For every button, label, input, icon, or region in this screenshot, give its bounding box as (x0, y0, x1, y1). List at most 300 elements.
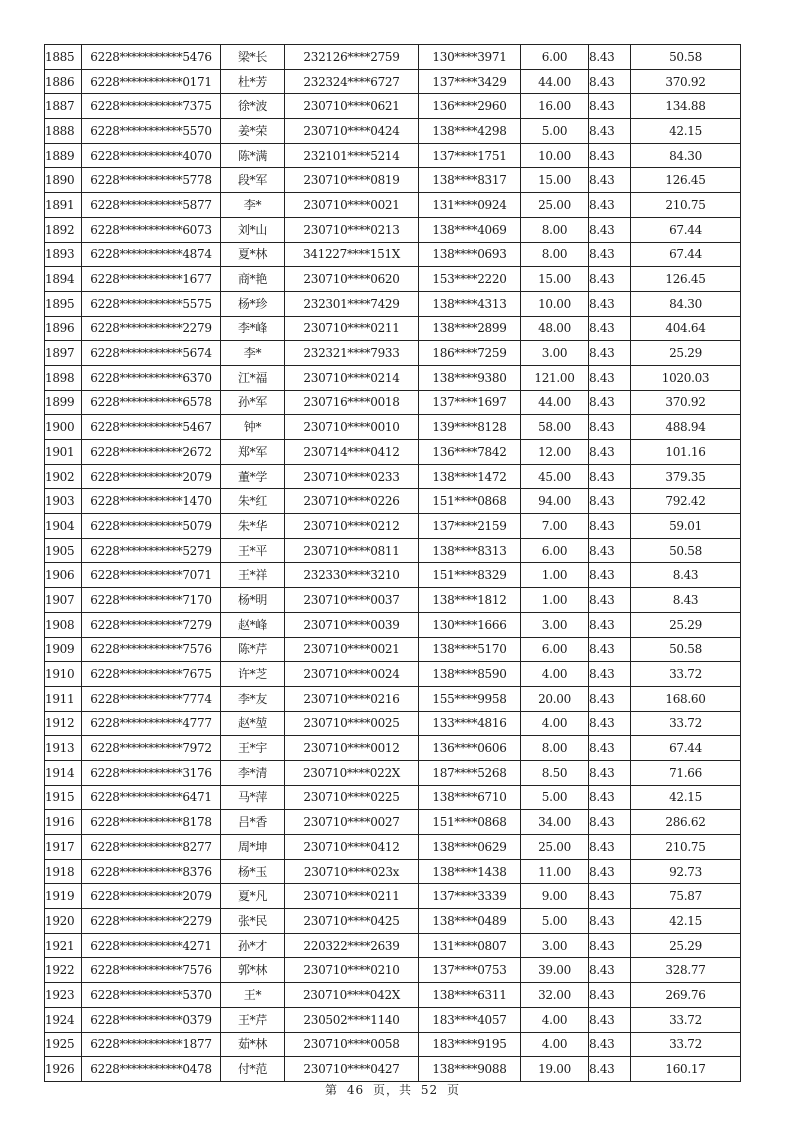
area-cell: 8.00 (521, 736, 589, 761)
name-cell: 许*芝 (221, 662, 285, 687)
amount-cell: 33.72 (631, 711, 741, 736)
phone-cell: 183****9195 (419, 1032, 521, 1057)
row-number-cell: 1909 (45, 637, 82, 662)
table-row (45, 341, 741, 366)
phone-cell: 187****5268 (419, 760, 521, 785)
area-cell: 4.00 (521, 1007, 589, 1032)
phone-cell: 136****7842 (419, 440, 521, 465)
unit-price-cell: 8.43 (589, 1057, 631, 1082)
phone-cell: 138****0693 (419, 242, 521, 267)
table-row (45, 538, 741, 563)
row-number-cell: 1892 (45, 217, 82, 242)
id-number-cell: 232321****7933 (285, 341, 419, 366)
row-number-cell: 1913 (45, 736, 82, 761)
id-number-cell: 230710****0012 (285, 736, 419, 761)
amount-cell: 792.42 (631, 489, 741, 514)
row-number-cell: 1889 (45, 143, 82, 168)
name-cell: 周*坤 (221, 835, 285, 860)
id-number-cell: 230710****023x (285, 859, 419, 884)
bank-card-cell: 6228***********4777 (82, 711, 221, 736)
id-number-cell: 230710****0025 (285, 711, 419, 736)
table-row (45, 45, 741, 70)
amount-cell: 42.15 (631, 119, 741, 144)
name-cell: 李*友 (221, 686, 285, 711)
row-number-cell: 1893 (45, 242, 82, 267)
name-cell: 李*峰 (221, 316, 285, 341)
id-number-cell: 232101****5214 (285, 143, 419, 168)
unit-price-cell: 8.43 (589, 588, 631, 613)
phone-cell: 139****8128 (419, 415, 521, 440)
unit-price-cell: 8.43 (589, 217, 631, 242)
area-cell: 15.00 (521, 168, 589, 193)
row-number-cell: 1900 (45, 415, 82, 440)
table-row (45, 514, 741, 539)
name-cell: 杨*玉 (221, 859, 285, 884)
name-cell: 段*军 (221, 168, 285, 193)
phone-cell: 130****1666 (419, 612, 521, 637)
table-row (45, 94, 741, 119)
phone-cell: 131****0924 (419, 193, 521, 218)
id-number-cell: 232324****6727 (285, 69, 419, 94)
area-cell: 4.00 (521, 711, 589, 736)
table-row (45, 859, 741, 884)
unit-price-cell: 8.43 (589, 736, 631, 761)
row-number-cell: 1904 (45, 514, 82, 539)
area-cell: 19.00 (521, 1057, 589, 1082)
row-number-cell: 1890 (45, 168, 82, 193)
id-number-cell: 220322****2639 (285, 933, 419, 958)
table-row (45, 1057, 741, 1082)
table-row (45, 316, 741, 341)
table-row (45, 588, 741, 613)
area-cell: 3.00 (521, 612, 589, 637)
bank-card-cell: 6228***********7972 (82, 736, 221, 761)
row-number-cell: 1894 (45, 267, 82, 292)
bank-card-cell: 6228***********7675 (82, 662, 221, 687)
unit-price-cell: 8.43 (589, 909, 631, 934)
id-number-cell: 230710****0216 (285, 686, 419, 711)
name-cell: 刘*山 (221, 217, 285, 242)
table-row (45, 563, 741, 588)
row-number-cell: 1905 (45, 538, 82, 563)
bank-card-cell: 6228***********4271 (82, 933, 221, 958)
row-number-cell: 1888 (45, 119, 82, 144)
unit-price-cell: 8.43 (589, 711, 631, 736)
table-row (45, 711, 741, 736)
table-row (45, 785, 741, 810)
phone-cell: 138****6710 (419, 785, 521, 810)
area-cell: 44.00 (521, 390, 589, 415)
phone-cell: 138****8317 (419, 168, 521, 193)
name-cell: 江*福 (221, 365, 285, 390)
table-row (45, 242, 741, 267)
row-number-cell: 1898 (45, 365, 82, 390)
bank-card-cell: 6228***********5778 (82, 168, 221, 193)
bank-card-cell: 6228***********7375 (82, 94, 221, 119)
row-number-cell: 1891 (45, 193, 82, 218)
name-cell: 夏*凡 (221, 884, 285, 909)
table-row (45, 760, 741, 785)
phone-cell: 137****1751 (419, 143, 521, 168)
name-cell: 王*芹 (221, 1007, 285, 1032)
id-number-cell: 230714****0412 (285, 440, 419, 465)
name-cell: 李* (221, 341, 285, 366)
row-number-cell: 1926 (45, 1057, 82, 1082)
row-number-cell: 1911 (45, 686, 82, 711)
amount-cell: 286.62 (631, 810, 741, 835)
id-number-cell: 230710****0213 (285, 217, 419, 242)
table-row (45, 143, 741, 168)
phone-cell: 137****3339 (419, 884, 521, 909)
unit-price-cell: 8.43 (589, 686, 631, 711)
bank-card-cell: 6228***********7071 (82, 563, 221, 588)
unit-price-cell: 8.43 (589, 440, 631, 465)
unit-price-cell: 8.43 (589, 489, 631, 514)
name-cell: 王*祥 (221, 563, 285, 588)
unit-price-cell: 8.43 (589, 1032, 631, 1057)
unit-price-cell: 8.43 (589, 390, 631, 415)
area-cell: 8.50 (521, 760, 589, 785)
name-cell: 朱*华 (221, 514, 285, 539)
bank-card-cell: 6228***********5279 (82, 538, 221, 563)
row-number-cell: 1918 (45, 859, 82, 884)
area-cell: 15.00 (521, 267, 589, 292)
id-number-cell: 230710****0425 (285, 909, 419, 934)
bank-card-cell: 6228***********8376 (82, 859, 221, 884)
table-row (45, 835, 741, 860)
amount-cell: 33.72 (631, 1007, 741, 1032)
bank-card-cell: 6228***********0171 (82, 69, 221, 94)
phone-cell: 151****8329 (419, 563, 521, 588)
table-row (45, 168, 741, 193)
area-cell: 12.00 (521, 440, 589, 465)
row-number-cell: 1912 (45, 711, 82, 736)
amount-cell: 25.29 (631, 612, 741, 637)
row-number-cell: 1887 (45, 94, 82, 119)
table-row (45, 489, 741, 514)
row-number-cell: 1922 (45, 958, 82, 983)
row-number-cell: 1901 (45, 440, 82, 465)
row-number-cell: 1924 (45, 1007, 82, 1032)
bank-card-cell: 6228***********0478 (82, 1057, 221, 1082)
amount-cell: 42.15 (631, 785, 741, 810)
phone-cell: 138****0489 (419, 909, 521, 934)
area-cell: 58.00 (521, 415, 589, 440)
area-cell: 25.00 (521, 835, 589, 860)
phone-cell: 151****0868 (419, 810, 521, 835)
unit-price-cell: 8.43 (589, 884, 631, 909)
name-cell: 杨*珍 (221, 291, 285, 316)
name-cell: 马*萍 (221, 785, 285, 810)
area-cell: 7.00 (521, 514, 589, 539)
phone-cell: 138****1472 (419, 464, 521, 489)
id-number-cell: 230710****0412 (285, 835, 419, 860)
table-row (45, 440, 741, 465)
area-cell: 45.00 (521, 464, 589, 489)
name-cell: 郭*林 (221, 958, 285, 983)
id-number-cell: 230710****0620 (285, 267, 419, 292)
row-number-cell: 1899 (45, 390, 82, 415)
phone-cell: 138****4069 (419, 217, 521, 242)
phone-cell: 138****1812 (419, 588, 521, 613)
phone-cell: 137****0753 (419, 958, 521, 983)
name-cell: 王*宇 (221, 736, 285, 761)
amount-cell: 404.64 (631, 316, 741, 341)
id-number-cell: 230710****0811 (285, 538, 419, 563)
row-number-cell: 1914 (45, 760, 82, 785)
id-number-cell: 230710****0010 (285, 415, 419, 440)
footer-middle: 页，共 (372, 1082, 412, 1097)
table-row (45, 933, 741, 958)
table-row (45, 217, 741, 242)
amount-cell: 92.73 (631, 859, 741, 884)
phone-cell: 186****7259 (419, 341, 521, 366)
footer-suffix: 页 (446, 1082, 460, 1097)
bank-card-cell: 6228***********8277 (82, 835, 221, 860)
id-number-cell: 230710****0021 (285, 637, 419, 662)
unit-price-cell: 8.43 (589, 94, 631, 119)
name-cell: 孙*才 (221, 933, 285, 958)
area-cell: 6.00 (521, 538, 589, 563)
phone-cell: 138****1438 (419, 859, 521, 884)
amount-cell: 59.01 (631, 514, 741, 539)
unit-price-cell: 8.43 (589, 193, 631, 218)
unit-price-cell: 8.43 (589, 835, 631, 860)
phone-cell: 138****2899 (419, 316, 521, 341)
area-cell: 11.00 (521, 859, 589, 884)
amount-cell: 25.29 (631, 933, 741, 958)
id-number-cell: 232126****2759 (285, 45, 419, 70)
name-cell: 杨*明 (221, 588, 285, 613)
bank-card-cell: 6228***********3176 (82, 760, 221, 785)
table-row (45, 193, 741, 218)
phone-cell: 183****4057 (419, 1007, 521, 1032)
area-cell: 5.00 (521, 785, 589, 810)
row-number-cell: 1886 (45, 69, 82, 94)
unit-price-cell: 8.43 (589, 563, 631, 588)
table-row (45, 810, 741, 835)
id-number-cell: 230710****0226 (285, 489, 419, 514)
row-number-cell: 1925 (45, 1032, 82, 1057)
data-table (44, 44, 741, 1082)
bank-card-cell: 6228***********5570 (82, 119, 221, 144)
bank-card-cell: 6228***********4874 (82, 242, 221, 267)
table-row (45, 909, 741, 934)
table-row (45, 415, 741, 440)
id-number-cell: 230716****0018 (285, 390, 419, 415)
amount-cell: 75.87 (631, 884, 741, 909)
row-number-cell: 1906 (45, 563, 82, 588)
unit-price-cell: 8.43 (589, 1007, 631, 1032)
id-number-cell: 230710****0058 (285, 1032, 419, 1057)
area-cell: 10.00 (521, 291, 589, 316)
bank-card-cell: 6228***********1677 (82, 267, 221, 292)
unit-price-cell: 8.43 (589, 143, 631, 168)
name-cell: 李*清 (221, 760, 285, 785)
id-number-cell: 230710****0214 (285, 365, 419, 390)
bank-card-cell: 6228***********2279 (82, 316, 221, 341)
bank-card-cell: 6228***********2672 (82, 440, 221, 465)
unit-price-cell: 8.43 (589, 958, 631, 983)
id-number-cell: 230710****0021 (285, 193, 419, 218)
table-row (45, 884, 741, 909)
row-number-cell: 1915 (45, 785, 82, 810)
amount-cell: 1020.03 (631, 365, 741, 390)
area-cell: 16.00 (521, 94, 589, 119)
area-cell: 10.00 (521, 143, 589, 168)
unit-price-cell: 8.43 (589, 810, 631, 835)
area-cell: 34.00 (521, 810, 589, 835)
amount-cell: 71.66 (631, 760, 741, 785)
amount-cell: 328.77 (631, 958, 741, 983)
area-cell: 8.00 (521, 242, 589, 267)
id-number-cell: 230710****0212 (285, 514, 419, 539)
amount-cell: 8.43 (631, 563, 741, 588)
bank-card-cell: 6228***********6073 (82, 217, 221, 242)
phone-cell: 138****4313 (419, 291, 521, 316)
amount-cell: 50.58 (631, 45, 741, 70)
area-cell: 121.00 (521, 365, 589, 390)
phone-cell: 138****0629 (419, 835, 521, 860)
bank-card-cell: 6228***********0379 (82, 1007, 221, 1032)
name-cell: 梁*长 (221, 45, 285, 70)
bank-card-cell: 6228***********4070 (82, 143, 221, 168)
unit-price-cell: 8.43 (589, 785, 631, 810)
table-row (45, 267, 741, 292)
table-row (45, 390, 741, 415)
amount-cell: 67.44 (631, 217, 741, 242)
name-cell: 王*平 (221, 538, 285, 563)
amount-cell: 126.45 (631, 168, 741, 193)
name-cell: 商*艳 (221, 267, 285, 292)
id-number-cell: 230710****0024 (285, 662, 419, 687)
amount-cell: 42.15 (631, 909, 741, 934)
name-cell: 赵*峰 (221, 612, 285, 637)
amount-cell: 370.92 (631, 390, 741, 415)
id-number-cell: 341227****151X (285, 242, 419, 267)
unit-price-cell: 8.43 (589, 119, 631, 144)
unit-price-cell: 8.43 (589, 242, 631, 267)
amount-cell: 84.30 (631, 291, 741, 316)
bank-card-cell: 6228***********5370 (82, 983, 221, 1008)
table-row (45, 365, 741, 390)
unit-price-cell: 8.43 (589, 760, 631, 785)
phone-cell: 136****0606 (419, 736, 521, 761)
id-number-cell: 230710****0039 (285, 612, 419, 637)
table-row (45, 1032, 741, 1057)
amount-cell: 370.92 (631, 69, 741, 94)
id-number-cell: 230710****042X (285, 983, 419, 1008)
phone-cell: 153****2220 (419, 267, 521, 292)
phone-cell: 130****3971 (419, 45, 521, 70)
bank-card-cell: 6228***********7170 (82, 588, 221, 613)
amount-cell: 67.44 (631, 242, 741, 267)
amount-cell: 210.75 (631, 193, 741, 218)
unit-price-cell: 8.43 (589, 415, 631, 440)
area-cell: 20.00 (521, 686, 589, 711)
amount-cell: 379.35 (631, 464, 741, 489)
area-cell: 6.00 (521, 637, 589, 662)
phone-cell: 131****0807 (419, 933, 521, 958)
phone-cell: 138****9380 (419, 365, 521, 390)
unit-price-cell: 8.43 (589, 983, 631, 1008)
bank-card-cell: 6228***********1470 (82, 489, 221, 514)
row-number-cell: 1896 (45, 316, 82, 341)
bank-card-cell: 6228***********2079 (82, 884, 221, 909)
unit-price-cell: 8.43 (589, 45, 631, 70)
row-number-cell: 1902 (45, 464, 82, 489)
row-number-cell: 1917 (45, 835, 82, 860)
phone-cell: 138****8590 (419, 662, 521, 687)
amount-cell: 25.29 (631, 341, 741, 366)
phone-cell: 138****9088 (419, 1057, 521, 1082)
area-cell: 39.00 (521, 958, 589, 983)
phone-cell: 133****4816 (419, 711, 521, 736)
phone-cell: 136****2960 (419, 94, 521, 119)
phone-cell: 138****5170 (419, 637, 521, 662)
id-number-cell: 230710****0621 (285, 94, 419, 119)
phone-cell: 151****0868 (419, 489, 521, 514)
table-body (45, 45, 741, 1082)
area-cell: 4.00 (521, 1032, 589, 1057)
bank-card-cell: 6228***********7576 (82, 958, 221, 983)
area-cell: 1.00 (521, 563, 589, 588)
phone-cell: 138****6311 (419, 983, 521, 1008)
unit-price-cell: 8.43 (589, 69, 631, 94)
page-footer (44, 1083, 741, 1097)
row-number-cell: 1897 (45, 341, 82, 366)
row-number-cell: 1907 (45, 588, 82, 613)
table-row (45, 662, 741, 687)
table-row (45, 464, 741, 489)
name-cell: 吕*香 (221, 810, 285, 835)
phone-cell: 137****2159 (419, 514, 521, 539)
area-cell: 94.00 (521, 489, 589, 514)
bank-card-cell: 6228***********8178 (82, 810, 221, 835)
footer-prefix: 第 (325, 1082, 339, 1097)
phone-cell: 137****3429 (419, 69, 521, 94)
bank-card-cell: 6228***********5575 (82, 291, 221, 316)
id-number-cell: 230710****0210 (285, 958, 419, 983)
amount-cell: 50.58 (631, 637, 741, 662)
bank-card-cell: 6228***********6578 (82, 390, 221, 415)
phone-cell: 137****1697 (419, 390, 521, 415)
table-row (45, 119, 741, 144)
amount-cell: 160.17 (631, 1057, 741, 1082)
id-number-cell: 230502****1140 (285, 1007, 419, 1032)
amount-cell: 33.72 (631, 1032, 741, 1057)
unit-price-cell: 8.43 (589, 168, 631, 193)
total-pages-number: 52 (420, 1082, 439, 1097)
name-cell: 张*民 (221, 909, 285, 934)
table-row (45, 983, 741, 1008)
name-cell: 钟* (221, 415, 285, 440)
id-number-cell: 230710****0427 (285, 1057, 419, 1082)
name-cell: 李* (221, 193, 285, 218)
amount-cell: 67.44 (631, 736, 741, 761)
amount-cell: 488.94 (631, 415, 741, 440)
bank-card-cell: 6228***********2079 (82, 464, 221, 489)
amount-cell: 168.60 (631, 686, 741, 711)
name-cell: 孙*军 (221, 390, 285, 415)
id-number-cell: 230710****0819 (285, 168, 419, 193)
unit-price-cell: 8.43 (589, 341, 631, 366)
name-cell: 郑*军 (221, 440, 285, 465)
bank-card-cell: 6228***********5079 (82, 514, 221, 539)
id-number-cell: 230710****0225 (285, 785, 419, 810)
area-cell: 1.00 (521, 588, 589, 613)
id-number-cell: 232301****7429 (285, 291, 419, 316)
